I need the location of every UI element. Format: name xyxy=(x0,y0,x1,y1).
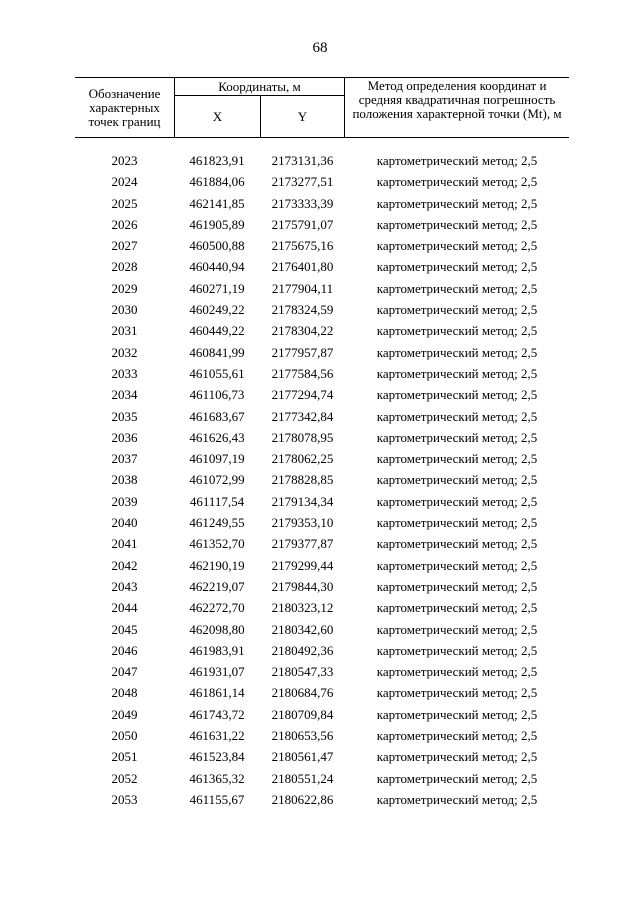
point-number: 2045 xyxy=(111,621,138,637)
x-coordinate: 461931,07 xyxy=(189,664,245,680)
x-coordinate: 461905,89 xyxy=(189,216,245,232)
table-row xyxy=(75,193,569,214)
page-number: 68 xyxy=(312,40,328,56)
y-coordinate: 2175791,07 xyxy=(271,216,334,232)
table-row xyxy=(75,469,569,490)
x-coordinate: 460440,94 xyxy=(189,259,245,275)
method-cell: картометрический метод; 2,5 xyxy=(376,515,538,531)
header-coordinates: Координаты, м xyxy=(174,78,345,96)
table-row xyxy=(75,597,569,618)
table-row xyxy=(75,150,569,171)
method-cell: картометрический метод; 2,5 xyxy=(376,749,538,765)
method-cell: картометрический метод; 2,5 xyxy=(376,728,538,744)
x-coordinate: 461743,72 xyxy=(189,706,245,722)
point-number: 2035 xyxy=(111,408,138,424)
y-coordinate: 2180323,12 xyxy=(271,600,334,616)
x-coordinate: 462141,85 xyxy=(189,195,245,211)
table-row xyxy=(75,682,569,703)
point-number: 2046 xyxy=(111,642,138,658)
table-row xyxy=(75,342,569,363)
y-coordinate: 2175675,16 xyxy=(271,238,334,254)
x-coordinate: 461631,22 xyxy=(189,728,245,744)
method-cell: картометрический метод; 2,5 xyxy=(376,600,538,616)
method-cell: картометрический метод; 2,5 xyxy=(376,791,538,807)
y-coordinate: 2180684,76 xyxy=(271,685,334,701)
x-coordinate: 460449,22 xyxy=(189,323,245,339)
table-row xyxy=(75,725,569,746)
point-number: 2038 xyxy=(111,472,138,488)
coordinates-table-body xyxy=(75,150,569,810)
table-row xyxy=(75,576,569,597)
point-number: 2052 xyxy=(111,770,138,786)
table-row xyxy=(75,619,569,640)
method-cell: картометрический метод; 2,5 xyxy=(376,302,538,318)
method-cell: картометрический метод; 2,5 xyxy=(376,323,538,339)
table-row xyxy=(75,427,569,448)
x-coordinate: 462219,07 xyxy=(189,578,245,594)
x-coordinate: 461055,61 xyxy=(189,365,245,381)
table-row xyxy=(75,704,569,725)
x-coordinate: 461072,99 xyxy=(189,472,245,488)
method-cell: картометрический метод; 2,5 xyxy=(376,259,538,275)
x-coordinate: 461249,55 xyxy=(189,515,245,531)
table-row xyxy=(75,363,569,384)
table-row xyxy=(75,491,569,512)
method-cell: картометрический метод; 2,5 xyxy=(376,365,538,381)
y-coordinate: 2180342,60 xyxy=(271,621,334,637)
table-row xyxy=(75,256,569,277)
y-coordinate: 2177294,74 xyxy=(271,387,334,403)
y-coordinate: 2178828,85 xyxy=(271,472,334,488)
method-cell: картометрический метод; 2,5 xyxy=(376,642,538,658)
method-cell: картометрический метод; 2,5 xyxy=(376,153,538,168)
point-number: 2039 xyxy=(111,493,138,509)
table-row xyxy=(75,299,569,320)
point-number: 2028 xyxy=(111,259,138,275)
point-number: 2027 xyxy=(111,238,138,254)
x-coordinate: 461352,70 xyxy=(189,536,245,552)
header-y: Y xyxy=(260,96,345,137)
point-number: 2047 xyxy=(111,664,138,680)
method-cell: картометрический метод; 2,5 xyxy=(376,429,538,445)
table-row xyxy=(75,406,569,427)
x-coordinate: 460249,22 xyxy=(189,302,245,318)
table-row xyxy=(75,746,569,767)
point-number: 2034 xyxy=(111,387,138,403)
x-coordinate: 460500,88 xyxy=(189,238,245,254)
point-number: 2031 xyxy=(111,323,138,339)
table-row xyxy=(75,235,569,256)
y-coordinate: 2178062,25 xyxy=(271,451,334,467)
method-cell: картометрический метод; 2,5 xyxy=(376,536,538,552)
table-row xyxy=(75,384,569,405)
y-coordinate: 2177584,56 xyxy=(271,365,334,381)
y-coordinate: 2179377,87 xyxy=(271,536,334,552)
x-coordinate: 460271,19 xyxy=(189,280,245,296)
header-point-designation: Обозначение характерных точек границ xyxy=(88,86,161,129)
y-coordinate: 2173277,51 xyxy=(271,174,334,190)
point-number: 2043 xyxy=(111,578,138,594)
x-coordinate: 461155,67 xyxy=(189,791,245,807)
table-row xyxy=(75,533,569,554)
point-number: 2026 xyxy=(111,216,138,232)
x-coordinate: 460841,99 xyxy=(189,344,245,360)
table-row xyxy=(75,448,569,469)
point-number: 2044 xyxy=(111,600,138,616)
method-cell: картометрический метод; 2,5 xyxy=(376,174,538,190)
table-row xyxy=(75,640,569,661)
method-cell: картометрический метод; 2,5 xyxy=(376,706,538,722)
method-cell: картометрический метод; 2,5 xyxy=(376,216,538,232)
x-coordinate: 461683,67 xyxy=(189,408,245,424)
y-coordinate: 2178078,95 xyxy=(271,429,334,445)
table-row xyxy=(75,789,569,810)
point-number: 2036 xyxy=(111,429,138,445)
y-coordinate: 2177957,87 xyxy=(271,344,334,360)
x-coordinate: 461983,91 xyxy=(189,642,245,658)
x-coordinate: 461106,73 xyxy=(189,387,245,403)
method-cell: картометрический метод; 2,5 xyxy=(376,387,538,403)
method-cell: картометрический метод; 2,5 xyxy=(376,578,538,594)
y-coordinate: 2180709,84 xyxy=(271,706,334,722)
x-coordinate: 462098,80 xyxy=(189,621,245,637)
method-cell: картометрический метод; 2,5 xyxy=(376,770,538,786)
method-cell: картометрический метод; 2,5 xyxy=(376,280,538,296)
x-coordinate: 461861,14 xyxy=(189,685,245,701)
y-coordinate: 2180547,33 xyxy=(271,664,334,680)
y-coordinate: 2179353,10 xyxy=(271,515,334,531)
point-number: 2032 xyxy=(111,344,138,360)
point-number: 2029 xyxy=(111,280,138,296)
method-cell: картометрический метод; 2,5 xyxy=(376,238,538,254)
point-number: 2041 xyxy=(111,536,138,552)
point-number: 2030 xyxy=(111,302,138,318)
header-x: X xyxy=(174,96,260,137)
y-coordinate: 2176401,80 xyxy=(271,259,334,275)
x-coordinate: 461365,32 xyxy=(189,770,245,786)
y-coordinate: 2178304,22 xyxy=(271,323,334,339)
method-cell: картометрический метод; 2,5 xyxy=(376,344,538,360)
x-coordinate: 461523,84 xyxy=(189,749,245,765)
method-cell: картометрический метод; 2,5 xyxy=(376,664,538,680)
y-coordinate: 2180561,47 xyxy=(271,749,334,765)
method-cell: картометрический метод; 2,5 xyxy=(376,195,538,211)
y-coordinate: 2173333,39 xyxy=(271,195,334,211)
y-coordinate: 2177342,84 xyxy=(271,408,334,424)
x-coordinate: 461097,19 xyxy=(189,451,245,467)
point-number: 2051 xyxy=(111,749,138,765)
point-number: 2033 xyxy=(111,365,138,381)
point-number: 2025 xyxy=(111,195,138,211)
point-number: 2049 xyxy=(111,706,138,722)
x-coordinate: 461823,91 xyxy=(189,153,245,168)
method-cell: картометрический метод; 2,5 xyxy=(376,557,538,573)
point-number: 2050 xyxy=(111,728,138,744)
y-coordinate: 2179299,44 xyxy=(271,557,334,573)
y-coordinate: 2179844,30 xyxy=(271,578,334,594)
method-cell: картометрический метод; 2,5 xyxy=(376,408,538,424)
method-cell: картометрический метод; 2,5 xyxy=(376,493,538,509)
method-cell: картометрический метод; 2,5 xyxy=(376,621,538,637)
y-coordinate: 2178324,59 xyxy=(271,302,334,318)
point-number: 2053 xyxy=(111,791,138,807)
table-row xyxy=(75,768,569,789)
method-cell: картометрический метод; 2,5 xyxy=(376,472,538,488)
table-row xyxy=(75,214,569,235)
x-coordinate: 461117,54 xyxy=(189,493,245,509)
x-coordinate: 461884,06 xyxy=(189,174,245,190)
point-number: 2048 xyxy=(111,685,138,701)
x-coordinate: 462272,70 xyxy=(189,600,245,616)
method-cell: картометрический метод; 2,5 xyxy=(376,451,538,467)
table-header xyxy=(75,77,569,138)
point-number: 2037 xyxy=(111,451,138,467)
table-row xyxy=(75,555,569,576)
header-method: Метод определения координат и средняя квадратичная погрешность положения характерной точки (Mt), м xyxy=(352,78,562,121)
table-row xyxy=(75,171,569,192)
point-number: 2023 xyxy=(111,153,138,168)
point-number: 2040 xyxy=(111,515,138,531)
y-coordinate: 2179134,34 xyxy=(271,493,334,509)
table-row xyxy=(75,320,569,341)
x-coordinate: 461626,43 xyxy=(189,429,245,445)
table-row xyxy=(75,278,569,299)
y-coordinate: 2173131,36 xyxy=(271,153,334,168)
y-coordinate: 2177904,11 xyxy=(271,280,334,296)
x-coordinate: 462190,19 xyxy=(189,557,245,573)
point-number: 2042 xyxy=(111,557,138,573)
table-row xyxy=(75,661,569,682)
y-coordinate: 2180551,24 xyxy=(271,770,334,786)
point-number: 2024 xyxy=(111,174,138,190)
y-coordinate: 2180622,86 xyxy=(271,791,334,807)
y-coordinate: 2180492,36 xyxy=(271,642,334,658)
y-coordinate: 2180653,56 xyxy=(271,728,334,744)
table-row xyxy=(75,512,569,533)
method-cell: картометрический метод; 2,5 xyxy=(376,685,538,701)
